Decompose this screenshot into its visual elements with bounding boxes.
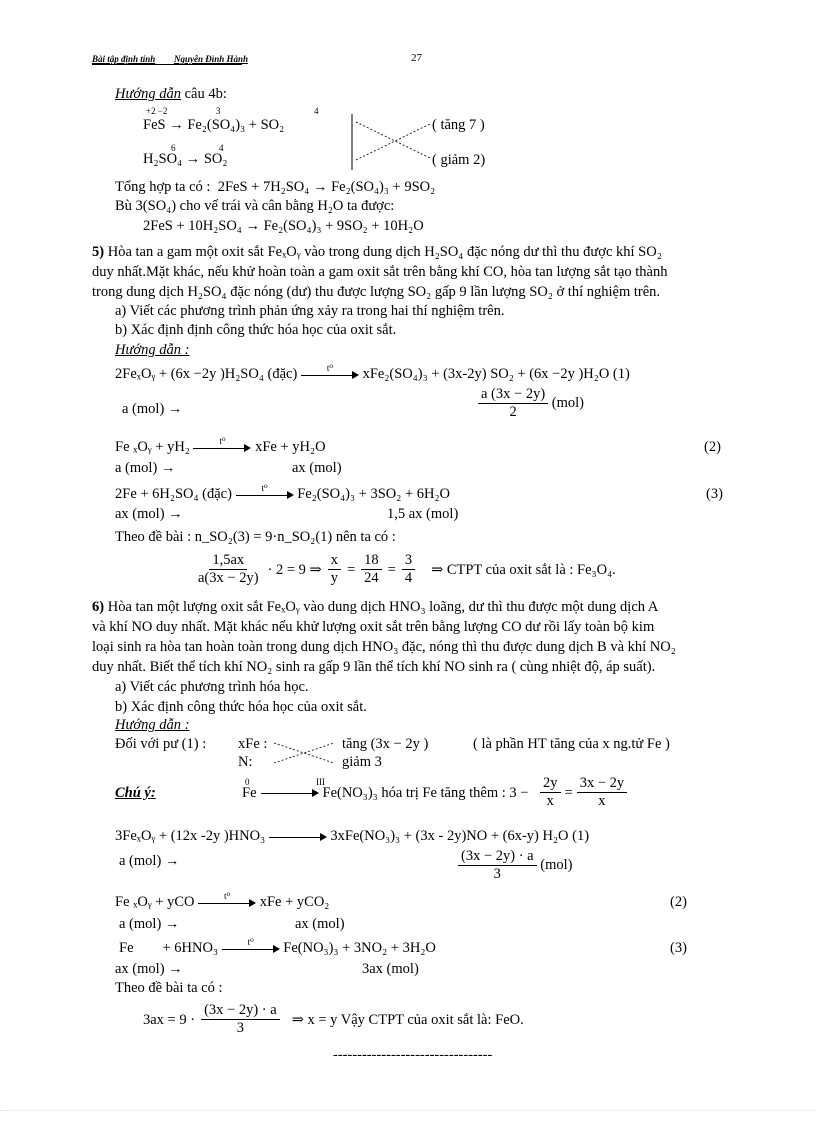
oxidation-states: 4 — [314, 106, 319, 116]
q6-reaction-2-number: (2) — [670, 894, 687, 910]
q6-mol-3: ax (mol) → — [115, 961, 183, 977]
arrow-icon: t⁰ — [236, 488, 294, 502]
q5-line2: duy nhất.Mặt khác, nếu khử hoàn toàn a gam oxit sắt trên bằng khí CO, hòa tan lượng sắt tạo thành — [92, 264, 668, 280]
q6-line4: duy nhất. Biết thể tích khí NO₂ sinh ra gấp 9 lần thể tích khí NO sinh ra ( cùng nhiệt độ, áp suất). — [92, 659, 656, 675]
oxidation-states: 0 — [245, 777, 250, 787]
header-author: Nguyễn Đình Hành — [174, 54, 249, 64]
oxidation-states: III — [316, 777, 325, 787]
q5-mol-frac-1: $\frac{a (3x - 2y)}{2}$ (mol) — [478, 386, 584, 421]
q6-part-a: a) Viết các phương trình hóa học. — [115, 679, 309, 695]
q6-heading: Hướng dẫn : — [115, 717, 190, 733]
q6-chu-y: Chú ý: — [115, 785, 156, 801]
q6-n: N: — [238, 754, 253, 770]
q6-reaction-1: 3FeₓOᵧ + (12x -2y )HNO₃ 3xFe(NO₃)₃ + (3x - 2y)NO + (6x-y) H₂O (1) — [115, 828, 590, 844]
q6-part-b: b) Xác định công thức hóa học của oxit sắt. — [115, 699, 367, 715]
q5-reaction-2: Fe ₓOᵧ + yH₂ t⁰ xFe + yH₂O — [115, 435, 326, 455]
summary-line: Tổng hợp ta có : 2FeS + 7H₂SO₄ → Fe₂(SO₄)₃ + 9SO₂ — [115, 179, 436, 195]
q6-reaction-2: Fe ₓOᵧ + yCO t⁰ xFe + yCO₂ — [115, 890, 330, 910]
q5-line3: trong dung dịch H₂SO₄ đặc nóng (dư) thu được lượng SO₂ gấp 9 lần lượng SO₂ ở thí nghiệm trên. — [92, 284, 661, 300]
q6-valence: Fe Fe(NO₃)₃ hóa trị Fe tăng thêm : 3 − — [242, 785, 529, 801]
q5-mol-3: ax (mol) → — [115, 506, 183, 522]
oxidation-states: 6 — [171, 143, 176, 153]
header-subject: Bài tập định tính — [92, 54, 156, 64]
page-number: 27 — [411, 52, 422, 64]
q6-reaction-3: Fe + 6HNO₃ t⁰ Fe(NO₃)₃ + 3NO₂ + 3H₂O — [119, 936, 436, 956]
q5-mol-2: a (mol) → — [115, 460, 176, 476]
arrow-icon: t⁰ — [301, 368, 359, 382]
q6-mol-3b: 3ax (mol) — [362, 961, 419, 977]
q5-mol-2b: ax (mol) — [292, 460, 342, 476]
q6-xfe: xFe : — [238, 736, 268, 752]
equation: FeS → Fe₂(SO₄)₃ + SO₂ — [143, 117, 285, 133]
q6-mol-2b: ax (mol) — [295, 916, 345, 932]
part4-heading: Hướng dẫn câu 4b: — [115, 86, 227, 102]
page-edge-dots — [0, 1110, 816, 1111]
header-rule — [92, 64, 242, 65]
arrow-icon: t⁰ — [198, 896, 256, 910]
q5-calculation: $\frac{1,5ax}{a(3x - 2y)}$ · 2 = 9 ⇒ $\frac{x}{y}$ = $\frac{18}{24}$ = $\frac{3}{4}$ ⇒ CTPT của oxit sắt là : Fe₃O₄. — [198, 552, 616, 586]
q6-valence-fractions: $\frac{2y}{x}$ = $\frac{3x - 2y}{x}$ — [540, 775, 627, 810]
electron-exchange-diagram — [270, 738, 340, 768]
q6-line1: 6) Hòa tan một lượng oxit sắt FeₓOᵧ vào dung dịch HNO₃ loãng, dư thì thu được một dung dịch A — [92, 599, 659, 615]
tang-label: ( tăng 7 ) — [432, 117, 485, 133]
q6-mol-1: a (mol) → — [119, 853, 180, 869]
electron-exchange-diagram — [350, 112, 435, 172]
arrow-icon — [261, 786, 319, 800]
oxidation-states: 3 — [216, 106, 221, 116]
final-equation: 2FeS + 10H₂SO₄ → Fe₂(SO₄)₃ + 9SO₂ + 10H₂O — [143, 218, 424, 234]
q5-line1: 5) Hòa tan a gam một oxit sắt FeₓOᵧ vào trong dung dịch H₂SO₄ đặc nóng dư thì thu được khí SO₂ — [92, 244, 662, 260]
q6-note: ( là phần HT tăng của x ng.tử Fe ) — [473, 736, 670, 752]
q5-part-b: b) Xác định định công thức hóa học của oxit sắt. — [115, 322, 397, 338]
q5-reaction-3: 2Fe + 6H₂SO₄ (đặc) t⁰ Fe₂(SO₄)₃ + 3SO₂ + 6H₂O — [115, 482, 451, 502]
q6-calculation: 3ax = 9 · $\frac{(3x - 2y) \cdot a}{3}$ ⇒ x = y Vậy CTPT của oxit sắt là: FeO. — [143, 1002, 524, 1036]
q6-tang: tăng (3x − 2y ) — [342, 736, 429, 752]
oxidation-states: 4 — [219, 143, 224, 153]
arrow-icon — [269, 830, 327, 844]
q6-condition: Theo đề bài ta có : — [115, 980, 223, 996]
arrow-icon: t⁰ — [193, 441, 251, 455]
q5-mol-3b: 1,5 ax (mol) — [387, 506, 459, 522]
q5-condition: Theo đề bài : n_SO₂(3) = 9·n_SO₂(1) nên ta có : — [115, 529, 396, 545]
giam-label: ( giảm 2) — [432, 152, 486, 168]
q6-line3: loại sinh ra hòa tan hoàn toàn trong dung dịch HNO₃ đặc, nóng thì thu được dung dịch B và khí NO₂ — [92, 639, 676, 655]
q5-heading: Hướng dẫn : — [115, 342, 190, 358]
q5-reaction-1: 2FeₓOᵧ + (6x −2y )H₂SO₄ (đặc) t⁰ xFe₂(SO₄)₃ + (3x-2y) SO₂ + (6x −2y )H₂O (1) — [115, 362, 630, 382]
equation: H₂SO₄ → SO₂ — [143, 151, 228, 167]
oxidation-states: +2 −2 — [146, 106, 168, 116]
balance-note: Bù 3(SO₄) cho vế trái và cân bằng H₂O ta được: — [115, 198, 395, 214]
q6-giam: giảm 3 — [342, 754, 382, 770]
q5-reaction-3-number: (3) — [706, 486, 723, 502]
footer-rule: --------------------------------- — [333, 1047, 493, 1063]
arrow-icon: t⁰ — [222, 942, 280, 956]
q6-line2: và khí NO duy nhất. Mặt khác nếu khử lượng oxit sắt trên bằng lượng CO dư rồi lấy toàn bộ kim — [92, 619, 655, 635]
q5-mol-1: a (mol) → — [122, 401, 183, 417]
q6-reaction-3-number: (3) — [670, 940, 687, 956]
q6-doi: Đối với pư (1) : — [115, 736, 207, 752]
q5-reaction-2-number: (2) — [704, 439, 721, 455]
q6-mol-2: a (mol) → — [119, 916, 180, 932]
q5-part-a: a) Viết các phương trình phản ứng xảy ra trong hai thí nghiệm trên. — [115, 303, 505, 319]
q6-mol-frac-1: $\frac{(3x - 2y) \cdot a}{3}$ (mol) — [458, 848, 572, 883]
